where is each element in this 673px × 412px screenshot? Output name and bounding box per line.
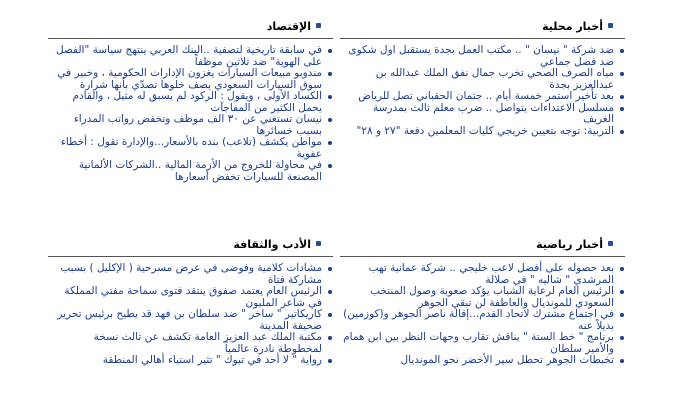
list-item: [48, 45, 333, 68]
news-link[interactable]: بعد تأخير استمر خمسة أيام .. جثمان الحقباني تصل للرياض: [358, 90, 614, 102]
news-link[interactable]: بعد حصوله على أفضل لاعب خليجي .. شركة عمانية تهب المرشدي " شاليه " في صلالة: [368, 262, 614, 286]
section-title[interactable]: أخبار محلية: [542, 20, 603, 33]
list-item: [340, 263, 625, 286]
square-bullet-icon: [608, 241, 613, 246]
list-item: [48, 114, 333, 137]
section-culture: [48, 226, 333, 367]
news-link[interactable]: في اجتماع مشترك لاتحاد القدم...إقالة ناصر الجوهر و(كوزمين) بديلاً عنه: [343, 308, 614, 332]
section-title[interactable]: أخبار رياضية: [536, 238, 603, 251]
section-header: [48, 226, 333, 257]
list-item: [340, 45, 625, 68]
section-header: [340, 226, 625, 257]
square-bullet-icon: [316, 241, 321, 246]
section-title[interactable]: الإقتصاد: [266, 20, 311, 33]
list-item: [48, 160, 333, 183]
news-list: [48, 257, 333, 367]
section-local-news: [340, 8, 625, 137]
section-sports: [340, 226, 625, 367]
section-header: [340, 8, 625, 39]
square-bullet-icon: [316, 23, 321, 28]
news-link[interactable]: مياه الصرف الصحي تخرب جمال نفق الملك عبدالله بن عبدالعزيز بجدة: [375, 67, 614, 91]
list-item: [48, 355, 333, 367]
news-link[interactable]: مسلسل الاعتداءات يتواصل .. ضرب معلم ثالث بمدرسة الغريف: [372, 101, 614, 125]
list-item: [340, 68, 625, 91]
list-item: [340, 355, 625, 367]
section-title[interactable]: الأدب والثقافة: [233, 238, 311, 251]
list-item: [340, 126, 625, 138]
news-link[interactable]: رواية " لا أحد في تبوك " تثير استياء أهالي المنطقة: [102, 354, 322, 366]
list-item: [48, 309, 333, 332]
news-link[interactable]: كاريكاتير " ساخر " ضد سلطان بن فهد قد يطيح برئيس تحرير صحيفة المدينة: [57, 308, 322, 332]
news-list: [48, 39, 333, 183]
list-item: [48, 263, 333, 286]
news-link[interactable]: الرئيس العام لرعاية الشباب يؤكد صعوبة وصول المنتخب السعودي للمونديال والعاطفة لن تبقي الجوهر: [370, 285, 614, 309]
list-item: [48, 91, 333, 114]
list-item: [48, 332, 333, 355]
news-link[interactable]: مندوبو مبيعات السيارات يغزون الإدارات الحكومية ، وخبير في سوق السيارات السعودي يصف خلوها تصدّي بأنها شرارة: [57, 67, 322, 91]
news-list: [340, 257, 625, 367]
section-economy: [48, 8, 333, 183]
square-bullet-icon: [608, 23, 613, 28]
news-link[interactable]: مشادات كلامية وفوضى في عرض مسرحية ( الإكليل ) بسبب مشاركة فتاة: [60, 262, 322, 286]
news-link[interactable]: الكساد الأولى ، ويقول : الركود لم يسبق له مثيل ، والقادم يحمل الكثير من المفاجآت: [72, 90, 322, 114]
list-item: [48, 286, 333, 309]
news-link[interactable]: ضد شركة " نيسان " .. مكتب العمل بجدة يستقبل اول شكوى ضد فصل جماعي: [348, 44, 614, 68]
section-header: [48, 8, 333, 39]
news-link[interactable]: برنامج " خط الستة " يناقش تقارب وجهات النظر بين ابن همام والأمير سلطان: [343, 331, 614, 355]
news-link[interactable]: نيسان تستغني عن ٣٠ الف موظف وتخفض رواتب المدراء بسبب خسائرها: [73, 113, 322, 137]
list-item: [340, 332, 625, 355]
news-list: [340, 39, 625, 137]
news-link[interactable]: الرئيس العام يعتمد صفوق ينتقد فتوى سماحة مفتي المملكة في شاعر المليون: [64, 285, 322, 309]
news-link[interactable]: في سابقة تاريخية لتصفية ..البنك العربي ينتهج سياسة "الفصل على الهوية" ضد ثلاثين موظفاً: [55, 44, 322, 68]
news-link[interactable]: تخبطات الجوهر تحطل سير الأخضر نحو المونديال: [400, 354, 614, 366]
list-item: [48, 137, 333, 160]
list-item: [340, 309, 625, 332]
list-item: [340, 103, 625, 126]
list-item: [340, 286, 625, 309]
news-link[interactable]: مكتبة الملك عبد العزيز العامة تكشف عن ثالث نسخة لمخطوطة نادرة عالمياً: [93, 331, 322, 355]
list-item: [48, 68, 333, 91]
news-link[interactable]: مواطن يكشف (تلاعب) بنده بالأسعار...والإدارة تقول : أخطاء عفوية: [60, 136, 322, 160]
news-link[interactable]: التربية: توجه بتعيين خريجي كليات المعلمين دفعة "٢٧ و ٢٨": [356, 124, 614, 137]
news-link[interactable]: في محاولة للخروج من الأزمة المالية ..الشركات الألمانية المصنعة للسيارات تخفض أسعارها: [78, 159, 322, 183]
